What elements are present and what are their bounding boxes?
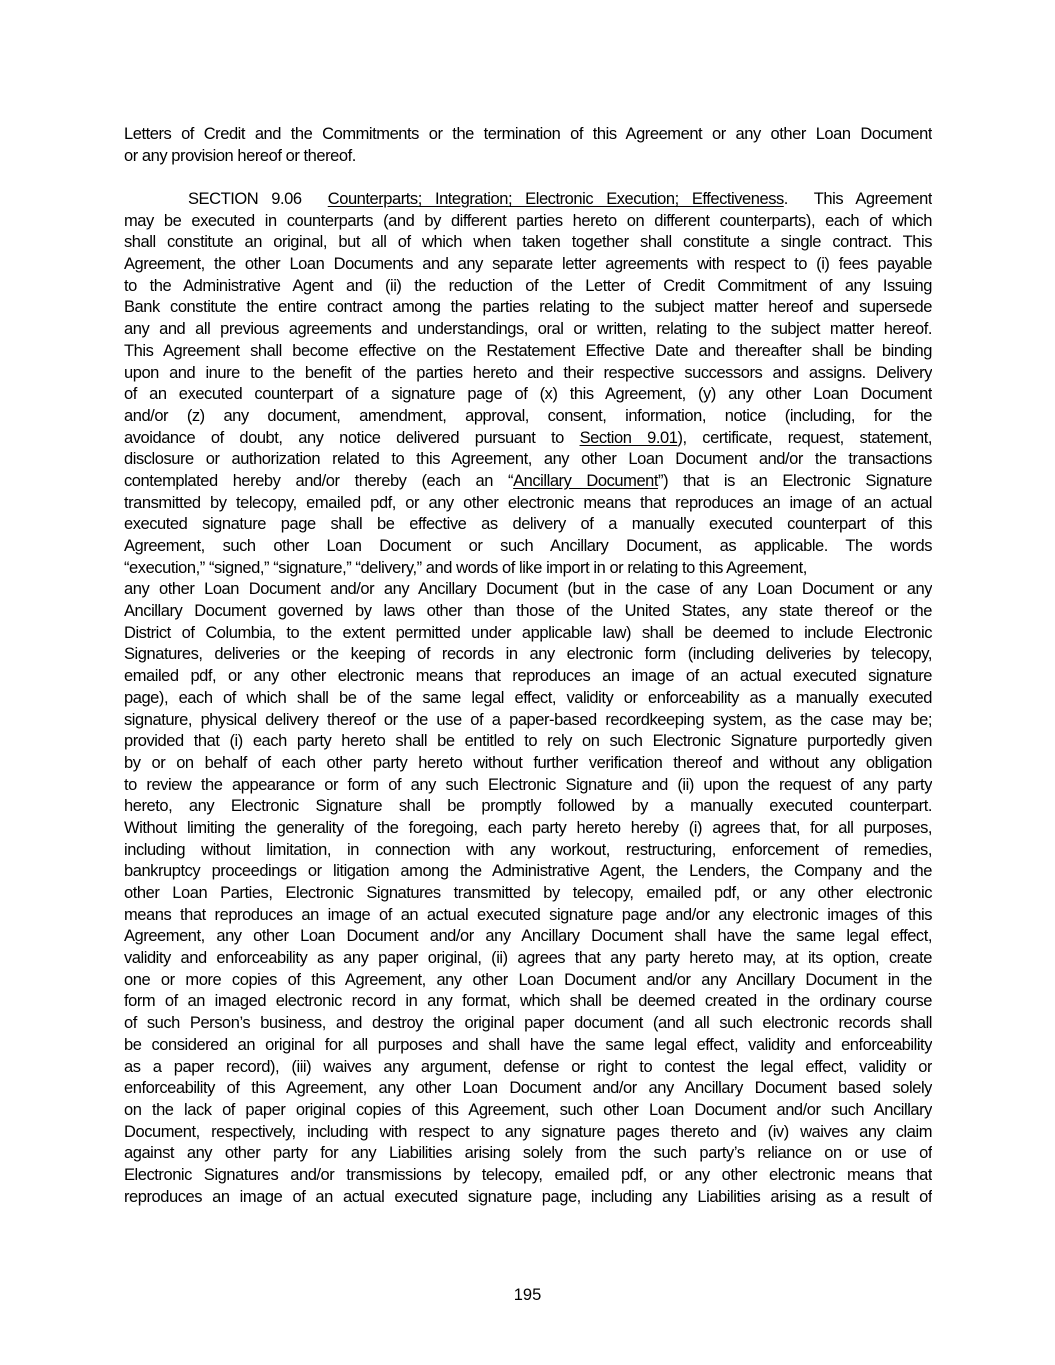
section-reference-link: Section 9.01 bbox=[579, 428, 678, 447]
text-line: may be executed in counterparts (and by different parties hereto on different counterparts), each of which bbox=[124, 211, 932, 230]
text-segment: ), certificate, request, statement, bbox=[677, 428, 932, 447]
page-number: 195 bbox=[513, 1286, 542, 1304]
text-line: emailed pdf, or any other electronic means that reproduces an image of an actual executed signature bbox=[124, 667, 932, 686]
text-line: one or more copies of this Agreement, any other Loan Document and/or any Ancillary Document in the bbox=[124, 970, 932, 989]
text-line: and/or (z) any document, amendment, approval, consent, information, notice (including, for the bbox=[124, 406, 932, 425]
text-line: Document, respectively, including with respect to any signature pages thereto and (iv) waives any claim bbox=[124, 1122, 932, 1141]
text-line: page), each of which shall be of the same legal effect, validity or enforceability as a manually executed bbox=[124, 688, 932, 707]
text-line: upon and inure to the benefit of the parties hereto and their respective successors and assigns. Delivery bbox=[124, 363, 932, 382]
text-line: other Loan Parties, Electronic Signatures transmitted by telecopy, emailed pdf, or any other electronic bbox=[124, 884, 932, 902]
text-line: provided that (i) each party hereto shall be entitled to rely on such Electronic Signature purportedly given bbox=[124, 732, 932, 751]
text-line: “execution,” “signed,” “signature,” “delivery,” and words of like import in or relating to this Agreement, bbox=[124, 558, 807, 577]
text-line: bankruptcy proceedings or litigation among the Administrative Agent, the Lenders, the Company and the bbox=[124, 862, 932, 881]
text-line: Ancillary Document governed by laws other than those of the United States, any state thereof or the bbox=[124, 602, 932, 621]
text-line: enforceability of this Agreement, any other Loan Document and/or any Ancillary Document based solely bbox=[124, 1079, 932, 1098]
section-heading-period: . bbox=[783, 190, 788, 208]
text-line: Bank constitute the entire contract among the parties relating to the subject matter hereof and supersede bbox=[124, 298, 932, 317]
text-line: Without limiting the generality of the foregoing, each party hereto hereby (i) agrees that, for all purposes, bbox=[124, 818, 932, 837]
text-line: by or on behalf of each other party hereto without further verification thereof and without any obligation bbox=[124, 753, 932, 772]
text-line: on the lack of paper original copies of this Agreement, such other Loan Document and/or such Ancillary bbox=[124, 1100, 932, 1119]
text-line: to review the appearance or form of any such Electronic Signature and (ii) upon the request of any party bbox=[124, 775, 932, 794]
text-line: any other Loan Document and/or any Ancillary Document (but in the case of any Loan Document or any bbox=[124, 580, 932, 599]
text-line: reproduces an image of an actual executed signature page, including any Liabilities arising as a result of bbox=[124, 1187, 932, 1206]
section-9-06-paragraph bbox=[124, 189, 932, 1208]
text-line: Letters of Credit and the Commitments or the termination of this Agreement or any other Loan Document bbox=[124, 125, 932, 143]
text-line bbox=[124, 471, 932, 493]
text-line: signature, physical delivery thereof or the use of a paper-based recordkeeping system, as the case may be; bbox=[124, 710, 932, 729]
text-line: Agreement, such other Loan Document or such Ancillary Document, as applicable. The words bbox=[124, 537, 932, 555]
text-line: to the Administrative Agent and (ii) the reduction of the Letter of Credit Commitment of any Issuing bbox=[124, 276, 932, 295]
text-line: Agreement, any other Loan Document and/or any Ancillary Document shall have the same legal effect, bbox=[124, 927, 932, 946]
text-line: shall constitute an original, but all of which when taken together shall constitute a single contract. This bbox=[124, 233, 932, 252]
section-heading: Counterparts; Integration; Electronic Execution; Effectiveness bbox=[327, 190, 784, 208]
text-line bbox=[124, 428, 932, 450]
section-number: SECTION 9.06 bbox=[188, 190, 302, 208]
text-line: of such Person’s business, and destroy the original paper document (and all such electronic records shall bbox=[124, 1014, 932, 1033]
text-line: including without limitation, in connection with any workout, restructuring, enforcement of remedies, bbox=[124, 840, 932, 859]
section-first-line-rest: This Agreement bbox=[787, 190, 932, 208]
text-line: as a paper record), (iii) waives any argument, defense or right to contest the legal effect, validity or bbox=[124, 1057, 932, 1076]
text-line: Signatures, deliveries or the keeping of records in any electronic form (including deliveries by telecopy, bbox=[124, 645, 932, 664]
text-line: any and all previous agreements and understandings, oral or written, relating to the subject matter hereof. bbox=[124, 320, 932, 339]
text-segment: ”) that is an Electronic Signature bbox=[658, 471, 932, 490]
text-line: of an executed counterpart of a signature page of (x) this Agreement, (y) any other Loan Document bbox=[124, 385, 932, 404]
text-segment: contemplated hereby and/or thereby (each an “ bbox=[124, 471, 514, 490]
defined-term-ancillary-document: Ancillary Document bbox=[513, 471, 659, 490]
text-line: executed signature page shall be effective as delivery of a manually executed counterpart of this bbox=[124, 515, 932, 534]
text-line: or any provision hereof or thereof. bbox=[124, 146, 356, 165]
text-line: transmitted by telecopy, emailed pdf, or any other electronic means that reproduces an image of an actual bbox=[124, 493, 932, 512]
text-line: against any other party for any Liabilities arising solely from the such party’s reliance on or use of bbox=[124, 1144, 932, 1163]
section-heading-line bbox=[124, 189, 932, 211]
text-line: hereto, any Electronic Signature shall be promptly followed by a manually executed counterpart. bbox=[124, 797, 932, 816]
text-line: validity and enforceability as any paper original, (ii) agrees that any party hereto may, at its option, create bbox=[124, 949, 932, 968]
text-line: This Agreement shall become effective on the Restatement Effective Date and thereafter shall be binding bbox=[124, 341, 932, 360]
text-line: be considered an original for all purposes and shall have the same legal effect, validity and enforceability bbox=[124, 1035, 932, 1054]
text-line: form of an imaged electronic record in any format, which shall be deemed created in the ordinary course bbox=[124, 992, 932, 1011]
text-line: disclosure or authorization related to this Agreement, any other Loan Document and/or the transactions bbox=[124, 450, 932, 469]
text-segment: avoidance of doubt, any notice delivered pursuant to bbox=[124, 428, 580, 447]
text-line: means that reproduces an image of an actual executed signature page and/or any electronic images of this bbox=[124, 905, 932, 924]
opening-paragraph bbox=[124, 124, 932, 167]
text-line: Agreement, the other Loan Documents and any separate letter agreements with respect to (i) fees payable bbox=[124, 255, 932, 274]
text-line: District of Columbia, to the extent permitted under applicable law) shall be deemed to include Electronic bbox=[124, 623, 932, 642]
text-line: Electronic Signatures and/or transmissions by telecopy, emailed pdf, or any other electronic means that bbox=[124, 1165, 932, 1184]
